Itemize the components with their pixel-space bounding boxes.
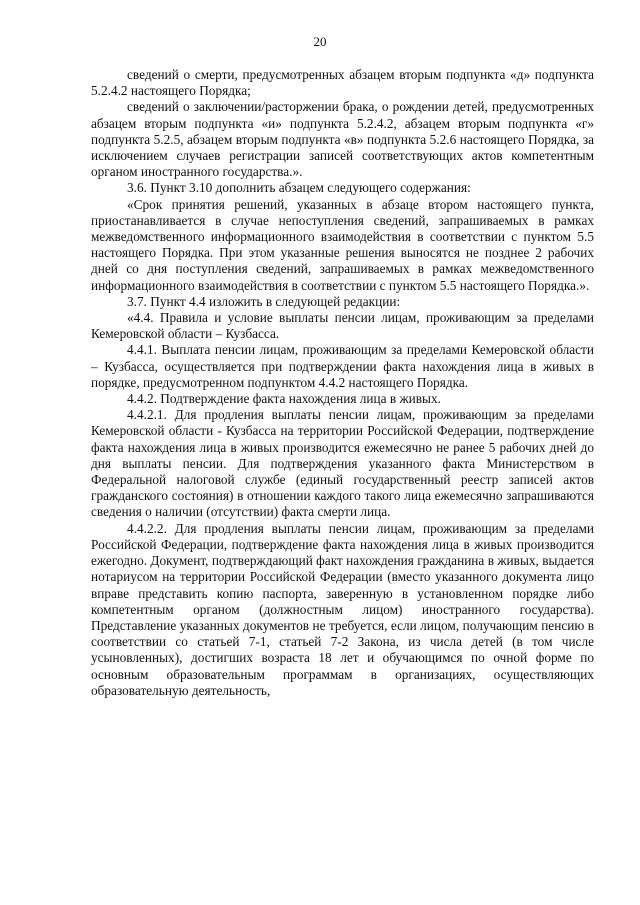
paragraph: сведений о смерти, предусмотренных абзацем вторым подпункта «д» подпункта 5.2.4.2 настоящего Порядка; (91, 67, 594, 99)
paragraph: 4.4.2. Подтверждение факта нахождения лица в живых. (127, 391, 441, 407)
paragraph: 4.4.1. Выплата пенсии лицам, проживающим за пределами Кемеровской области – Кузбасса, осуществляется при подтверждении факта нахождения лица в живых в порядке, предусмотренном подпунктом 4.4.2 настоящего Порядка. (91, 342, 594, 390)
page-number: 20 (313, 34, 327, 49)
paragraph: «4.4. Правила и условие выплаты пенсии лицам, проживающим за пределами Кемеровской области – Кузбасса. (91, 310, 594, 342)
paragraph: 3.7. Пункт 4.4 изложить в следующей редакции: (127, 293, 401, 309)
paragraph: 4.4.2.1. Для продления выплаты пенсии лицам, проживающим за пределами Кемеровской области - Кузбасса на территории Российской Федерации, подтверждение факта нахождения лица в живых производится ежемесячно не ранее 5 рабочих дней до дня выплаты пенсии. Для подтверждения указанного факта Министерством в Федеральной налоговой службе (единый государственный реестр записей актов гражданского состояния) в отношении каждого такого лица ежемесячно запрашиваются сведения о наличии (отсутствии) факта смерти лица. (91, 407, 594, 520)
paragraph: сведений о заключении/расторжении брака, о рождении детей, предусмотренных абзацем вторым подпункта «и» подпункта 5.2.4.2, абзацем вторым подпункта «г» подпункта 5.2.5, абзацем вторым подпункта «в» подпункта 5.2.6 настоящего Порядка, за исключением случаев регистрации записей соответствующих актов компетентным органом иностранного государства.». (91, 99, 594, 180)
body-text (91, 67, 594, 699)
paragraph: 4.4.2.2. Для продления выплаты пенсии лицам, проживающим за пределами Российской Федерации, подтверждение факта нахождения лица в живых производится ежегодно. Документ, подтверждающий факт нахождения гражданина в живых, выдается нотариусом на территории Российской Федерации (вместо указанного документа лицо вправе представить копию паспорта, заверенную в установленном порядке либо компетентным органом (должностным лицом) иностранного государства). Представление указанных документов не требуется, если лицом, получающим пенсию в соответствии со статьей 7-1, статьей 7-2 Закона, из числа детей (в том числе усыновленных), достигших возраста 18 лет и обучающимся по очной форме по основным образовательным программам в организациях, осуществляющих образовательную деятельность, (91, 520, 594, 698)
paragraph: «Срок принятия решений, указанных в абзаце втором настоящего пункта, приостанавливается в случае непоступления сведений, запрашиваемых в рамках межведомственного информационного взаимодействия в соответствии с пунктом 5.5 настоящего Порядка. При этом указанные решения выносятся не позднее 2 рабочих дней со дня поступления сведений, запрашиваемых в рамках межведомственного информационного взаимодействия в соответствии с пунктом 5.5 настоящего Порядка.». (91, 196, 594, 293)
paragraph: 3.6. Пункт 3.10 дополнить абзацем следующего содержания: (127, 180, 471, 196)
